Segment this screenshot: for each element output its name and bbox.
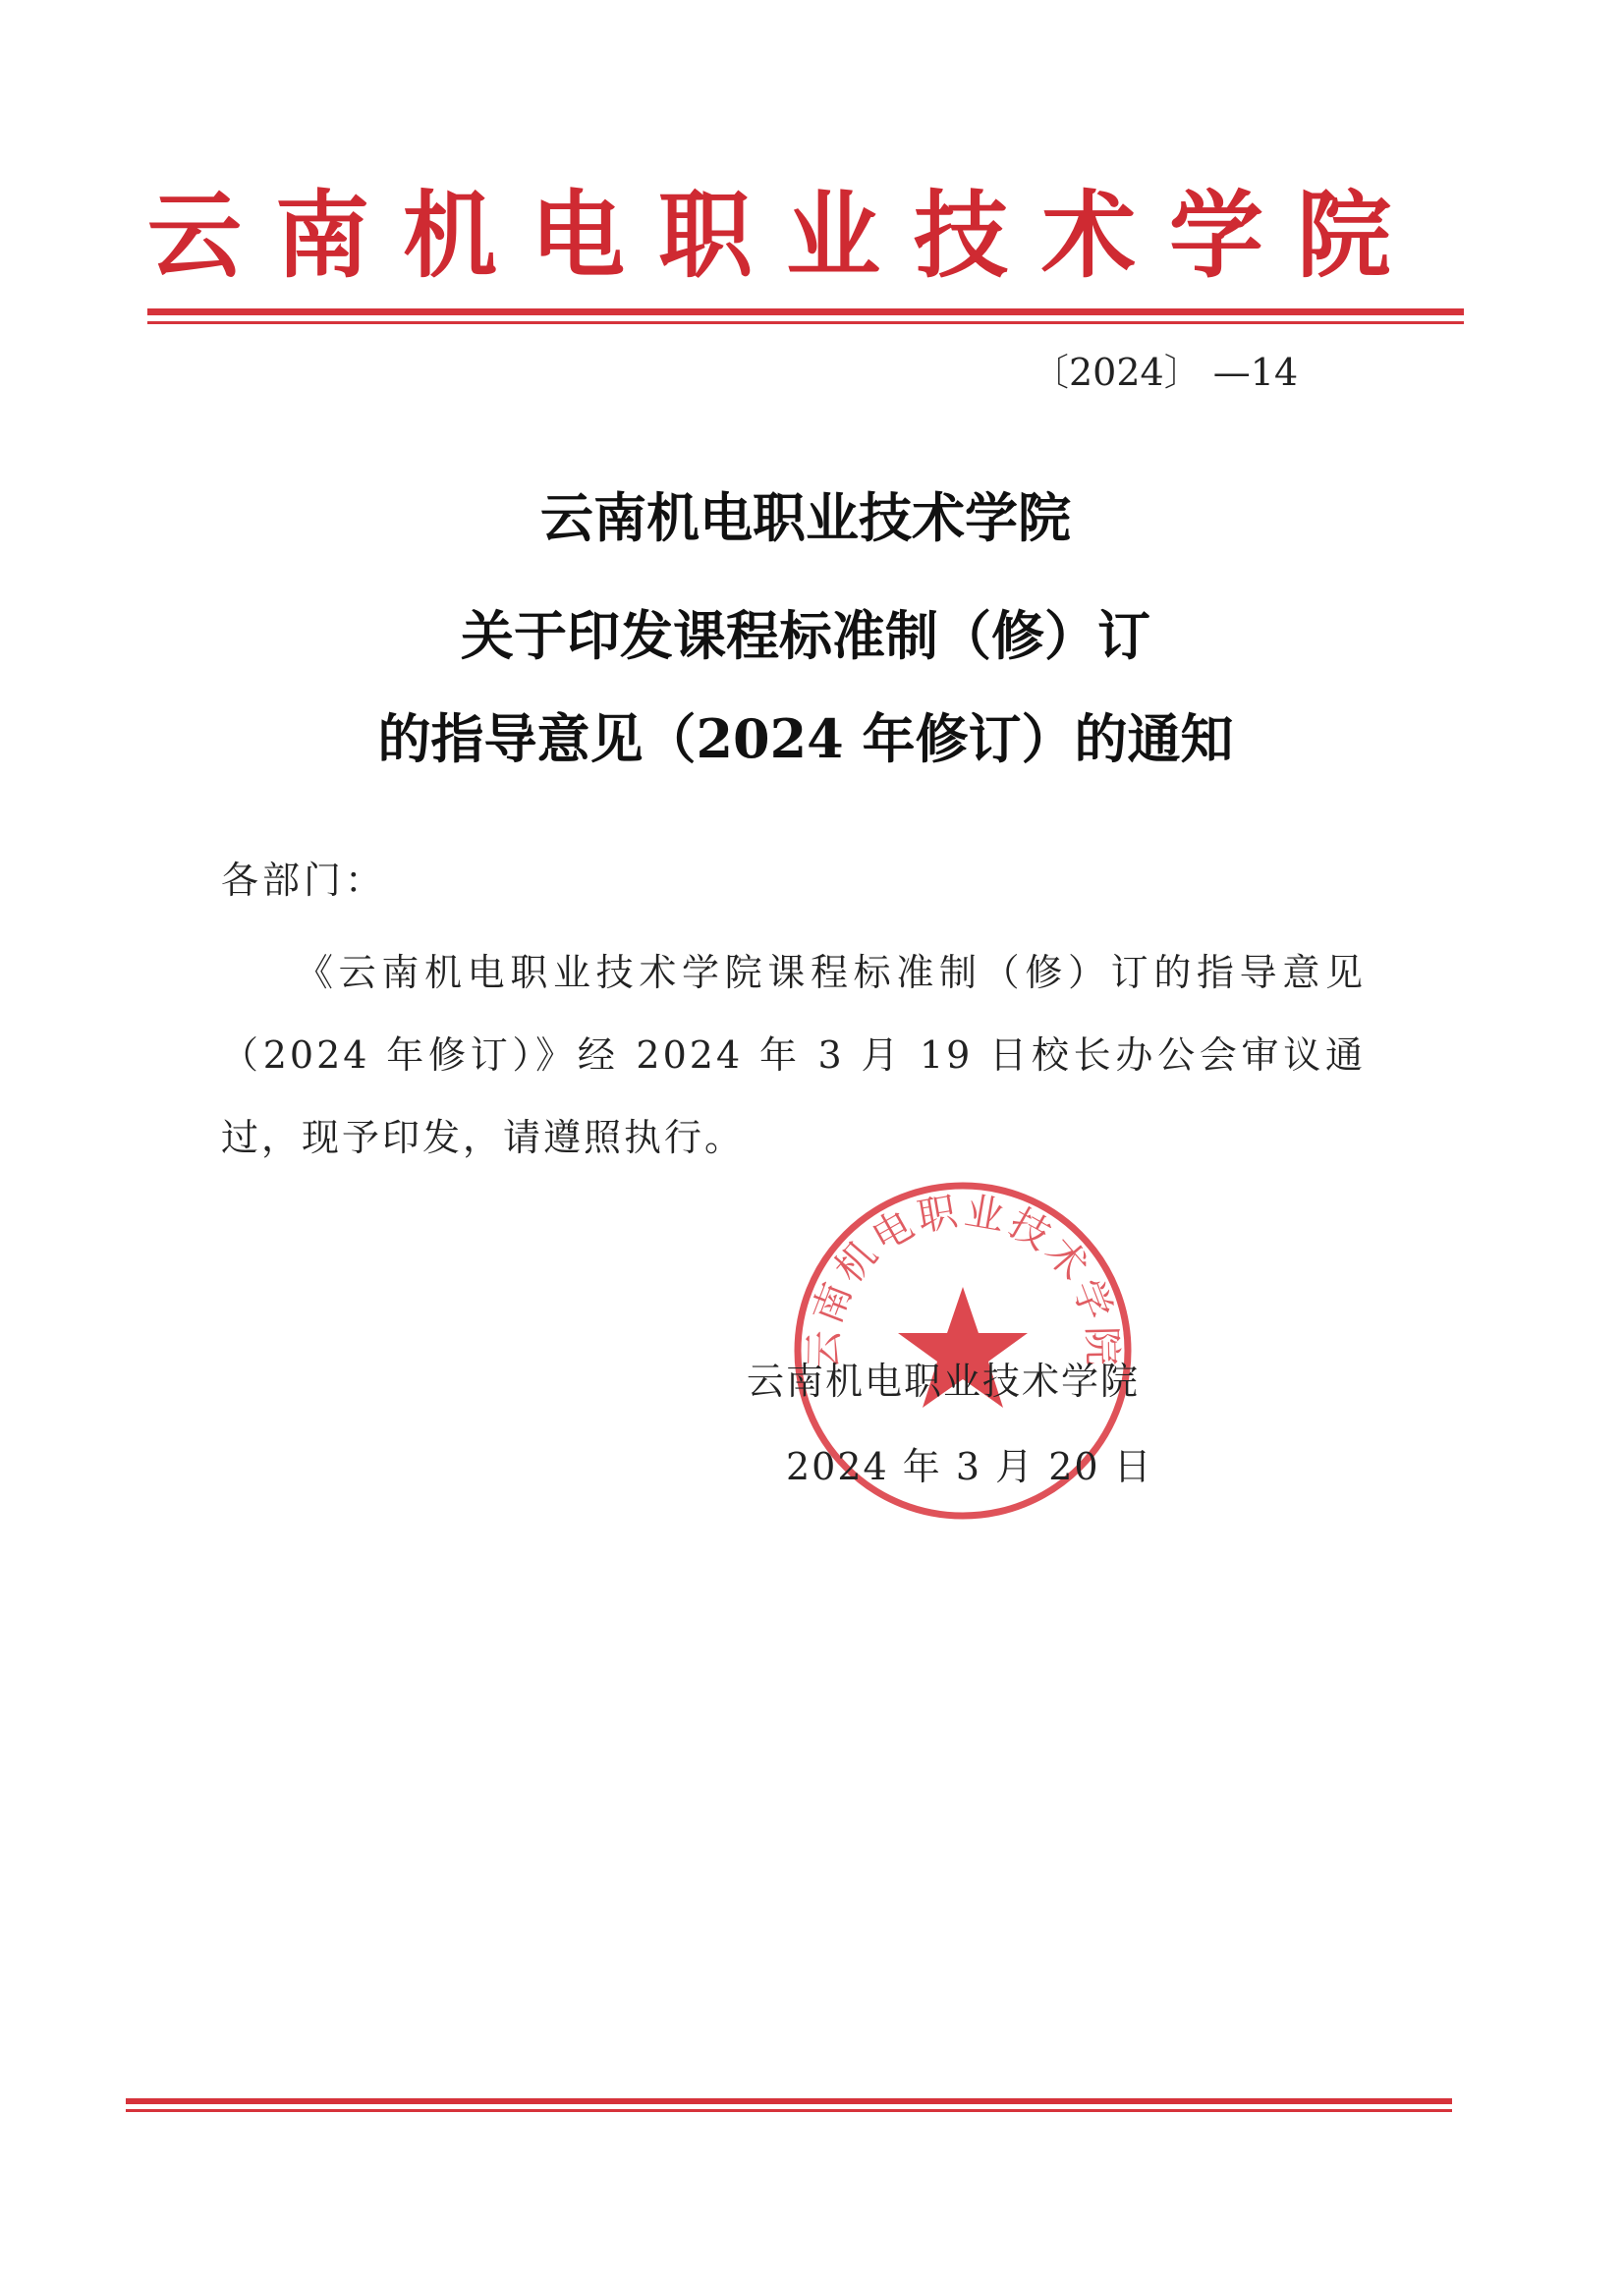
document-number: 〔2024〕 —14 [1032,351,1299,394]
masthead-rule-thick [147,308,1464,315]
signature-date: 2024 年 3 月 20 日 [786,1445,1153,1488]
body-paragraph: 《云南机电职业技术学院课程标准制（修）订的指导意见（2024 年修订）》经 2024 年 3 月 19 日校长办公会审议通过，现予印发，请遵照执行。 [221,951,1366,1159]
footer-rule-thin [126,2109,1452,2112]
title-line-1: 云南机电职业技术学院 [540,486,1071,549]
footer-rule-thick [126,2098,1452,2104]
seal-text: 云南机电职业技术学院 [801,1189,1125,1370]
signature-organization: 云南机电职业技术学院 [747,1360,1141,1403]
masthead-rule-thin [147,321,1464,324]
salutation: 各部门： [221,859,387,902]
title-line-2: 关于印发课程标准制（修）订 [461,604,1150,667]
masthead-title: 云南机电职业技术学院 [147,180,1425,291]
title-line-3: 的指导意见（2024 年修订）的通知 [377,707,1234,770]
